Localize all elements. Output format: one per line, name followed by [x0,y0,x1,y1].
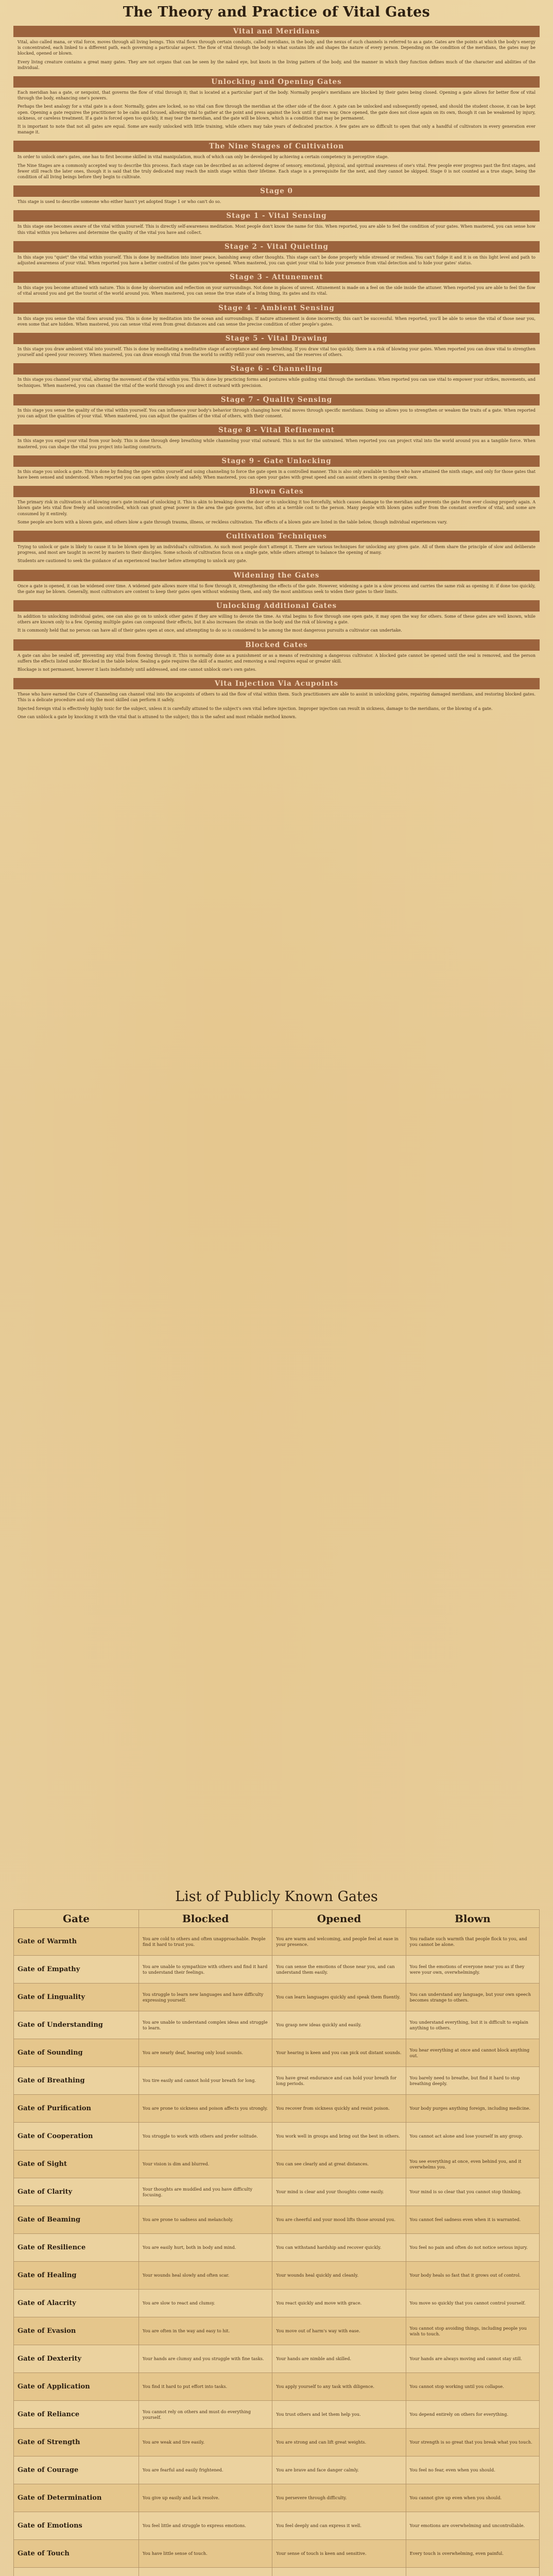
section-heading: Stage 5 - Vital Drawing [13,333,540,344]
table-row [14,2234,540,2262]
table-row [14,1956,540,1984]
section-body [13,283,540,301]
blocked-cell: You are cold to others and often unapproachable. People find it hard to trust you. [139,1928,272,1956]
section-body [13,436,540,454]
gate-name-cell: Gate of Understanding [14,2011,139,2039]
section-heading: Stage 3 - Attunement [13,272,540,283]
section-paragraph: Once a gate is opened, it can be widened over time. A widened gate allows more vital to flow through it, strengthening the effects of the gate. However, widening a gate is a slow process and carries the same risk as opening it: if done too quickly, the gate may be blown. Generally, most cultivators are content to keep their gates open without widening them, and only the most ambitious seek to widen their gates to their limits. [18,583,535,594]
section-heading: Stage 6 - Channeling [13,363,540,375]
blown-cell: You depend entirely on others for everything. [406,2401,539,2429]
section-body [13,252,540,270]
table-row [14,1984,540,2011]
opened-cell: You are warm and welcoming, and people feel at ease in your presence. [272,1928,406,1956]
table-row [14,2456,540,2484]
gate-name-cell: Gate of Dexterity [14,2345,139,2373]
section-heading: Unlocking and Opening Gates [13,76,540,88]
section-heading: Stage 9 - Gate Unlocking [13,455,540,467]
gate-name-cell: Gate of Beaming [14,2206,139,2234]
article-body [13,25,540,1884]
column-header-blown: Blown [406,1910,539,1928]
blown-cell: You understand everything, but it is difficult to explain anything to others. [406,2011,539,2039]
gate-name-cell: Gate of Sight [14,2150,139,2178]
gate-name-cell: Gate of Reliance [14,2401,139,2429]
section-paragraph: These who have earned the Cure of Channeling can channel vital into the acupoints of others to aid the flow of vital within them. Such practitioners are able to assist in unlocking gates, repairing damaged meridians, and restoring blocked gates. This is a delicate procedure and only the most skilled can perform it safely. [18,692,535,703]
section-body [13,612,540,638]
section-paragraph: In this stage you sense the vital flows around you. This is done by meditation into the ocean and surroundings. If nature attunement is done incorrectly, this can't be successful. When reported, you'll be able to sense the vital of those near you, even some that are hidden. When mastered, you can sense vital even from great distances and can sense the precise condition of other people's gates. [18,316,535,327]
table-row [14,2067,540,2095]
table-row [14,2206,540,2234]
opened-cell: You have great endurance and can hold your breath for long periods. [272,2067,406,2095]
section-body [13,197,540,209]
section-heading: Stage 4 - Ambient Sensing [13,302,540,314]
blocked-cell: Your thoughts are muddled and you have difficulty focusing. [139,2178,272,2206]
table-row [14,2039,540,2067]
table-row [14,2290,540,2317]
section-paragraph: Blockage is not permanent, however it lasts indefinitely until addressed, and one cannot unblock one's own gates. [18,667,256,672]
section-paragraph: In order to unlock one's gates, one has to first become skilled in vital manipulation, much of which can only be developed by achieving a certain competency in perceptive stage. [18,155,389,160]
section-heading: Stage 2 - Vital Quieting [13,241,540,252]
gate-name-cell: Gate of Resilience [14,2234,139,2262]
opened-cell: You trust others and let them help you. [272,2401,406,2429]
blown-cell: You cannot act alone and lose yourself in any group. [406,2123,539,2150]
blown-cell: Your mind is so clear that you cannot stop thinking. [406,2178,539,2206]
section-paragraph: In this stage you expel your vital from your body. This is done through deep breathing while channeling your vital outward. This is not for the untrained. When reported you can project vital into the world around you as a tangible force. When mastered, you can shape the vital you project into lasting constructs. [18,438,535,449]
section-heading: Stage 7 - Quality Sensing [13,394,540,405]
blocked-cell: You feel little and struggle to express emotions. [139,2512,272,2540]
table-row [14,2178,540,2206]
gate-name-cell: Gate of Breathing [14,2067,139,2095]
opened-cell: You persevere through difficulty. [272,2484,406,2512]
section-paragraph: It is important to note that not all gates are equal. Some are easily unlocked with little training, while others may take years of dedicated practice. A few gates are so difficult to open that only a handful of cultivators in every generation ever manage it. [18,124,535,135]
blown-cell: Your body purges anything foreign, including medicine. [406,2095,539,2123]
section-paragraph: One can unblock a gate by knocking it with the vital that is attuned to the subject; this is the safest and most reliable method known. [18,714,297,719]
blown-cell: You cannot give up even when you should. [406,2484,539,2512]
table-row [14,2123,540,2150]
table-row [14,2011,540,2039]
blown-cell: Your hands are always moving and cannot stay still. [406,2345,539,2373]
opened-cell: You feel deeply and can express it well. [272,2512,406,2540]
section-body [13,542,540,569]
column-header-opened: Opened [272,1910,406,1928]
opened-cell: You recover from sickness quickly and resist poison. [272,2095,406,2123]
blown-cell: Your body heals so fast that it grows out of control. [406,2262,539,2290]
opened-cell: You can learn languages quickly and speak them fluently. [272,1984,406,2011]
blown-cell: You feel no pain and often do not notice serious injury. [406,2234,539,2262]
table-row [14,2262,540,2290]
table-row [14,2568,540,2576]
blocked-cell: Your vision is dim and blurred. [139,2150,272,2178]
table-row [14,2345,540,2373]
blown-cell: You can understand any language, but your own speech becomes strange to others. [406,1984,539,2011]
section-paragraph: In this stage one becomes aware of the vital within yourself. This is directly self-awareness meditation. Most people don't know the name for this. When reported, you are able to feel the condition of your gates. When mastered, you can sense how this vital within you behaves and determine the quality of the vital you have and collect. [18,224,535,235]
blocked-cell: You are nearly deaf, hearing only loud sounds. [139,2039,272,2067]
blocked-cell: You are often in the way and easy to hit. [139,2317,272,2345]
opened-cell: Your hearing is keen and you can pick out distant sounds. [272,2039,406,2067]
table-row [14,2429,540,2456]
opened-cell: You work well in groups and bring out the best in others. [272,2123,406,2150]
section-body [13,405,540,423]
blocked-cell: You are slow to react and clumsy. [139,2290,272,2317]
blocked-cell: You are prone to sickness and poison affects you strongly. [139,2095,272,2123]
opened-cell: Your wounds heal quickly and cleanly. [272,2262,406,2290]
section-paragraph: Perhaps the best analogy for a vital gate is a door. Normally, gates are locked, so no vital can flow through the meridian at the other side of the door. A gate can be unlocked and subsequently opened, and should the student choose, it can be kept open. Opening a gate requires the practitioner to be calm and focused, allowing vital to gather at the point and press against the lock until it gives way. Once opened, the gate does not close again on its own, though it can be weakened by injury, sickness, or careless treatment. If a gate is forced open too quickly, it may tear the meridian, and the gate will be blown, which is a condition that may be permanent. [18,104,535,121]
opened-cell: Your sense of touch is keen and sensitive. [272,2540,406,2568]
page-title: The Theory and Practice of Vital Gates [123,4,430,20]
section-paragraph: A gate can also be sealed off, preventing any vital from flowing through it. This is normally done as a punishment or as a means of restraining a dangerous cultivator. A blocked gate cannot be opened until the seal is removed, and the person suffers the effects listed under Blocked in the table below. Sealing a gate requires the skill of a master, and removing a seal requires equal or greater skill. [18,653,535,664]
section-paragraph: In this stage you channel your vital, altering the movement of the vital within you. This is done by practicing forms and postures while guiding vital through the meridians. When reported you can use vital to empower your strikes, movements, and techniques. When mastered, you can channel the vital of the world through you and direct it outward with precision. [18,377,535,388]
opened-cell: You grasp new ideas quickly and easily. [272,2011,406,2039]
section-paragraph: In this stage you sense the quality of the vital within yourself. You can influence your body's behavior through changing how vital moves through specific meridians. Doing so allows you to strengthen or weaken the traits of a gate. When reported you can adjust the qualities of your vital. When mastered, you can adjust the qualities of the vital of others, with their consent. [18,408,535,419]
blocked-cell: You give up easily and lack resolve. [139,2484,272,2512]
blocked-cell: Your wounds heal slowly and often scar. [139,2262,272,2290]
section-paragraph: In this stage you "quiet" the vital within yourself. This is done by meditation into inner peace, banishing away other thoughts. This stage can't be done properly while stressed or restless. You can't fudge it and it is on this light level and path to adjusted awareness of your vital. When reported you have a better control of the gates you've opened. When mastered, you can quiet your vital to hide your presence from vital detection and to hide your gates' status. [18,255,535,266]
blown-cell: You feel the emotions of everyone near you as if they were your own, overwhelmingly. [406,1956,539,1984]
column-header-gate: Gate [14,1910,139,1928]
blown-cell: Your strength is so great that you break what you touch. [406,2429,539,2456]
blown-cell: You hear everything at once and cannot block anything out. [406,2039,539,2067]
blocked-cell: You are easily hurt, both in body and mind. [139,2234,272,2262]
section-heading: Unlocking Additional Gates [13,600,540,612]
blown-cell: You cannot stop working until you collapse. [406,2373,539,2401]
blown-cell: You cannot feel sadness even when it is warranted. [406,2206,539,2234]
opened-cell: Your mind is clear and your thoughts come easily. [272,2178,406,2206]
section-paragraph: It is commonly held that no person can have all of their gates open at once, and attempting to do so is considered to be among the most dangerous pursuits a cultivator can undertake. [18,628,402,633]
section-paragraph: In this stage you draw ambient vital into yourself. This is done by meditating a meditative stage of acceptance and deep breathing. If you draw vital too quickly, there is a risk of blowing your gates. When reported you can draw vital to strengthen yourself and speed your recovery. When mastered, you can draw enough vital from the world to swiftly refill your own reserves, and the reserves of others. [18,347,535,358]
section-body [13,88,540,140]
gate-name-cell: Gate of Emotions [14,2512,139,2540]
blown-cell: You radiate such warmth that people flock to you, and you cannot be alone. [406,1928,539,1956]
section-heading: Vita Injection Via Acupoints [13,678,540,689]
section-heading: Blown Gates [13,486,540,497]
table-row [14,2401,540,2429]
section-body [13,37,540,75]
table-row [14,2317,540,2345]
table-row [14,2095,540,2123]
section-heading: Cultivation Techniques [13,531,540,542]
blown-cell: You see everything at once, even behind you, and it overwhelms you. [406,2150,539,2178]
section-heading: Stage 1 - Vital Sensing [13,210,540,222]
opened-cell: You can see clearly and at great distances. [272,2150,406,2178]
section-heading: Blocked Gates [13,639,540,651]
opened-cell: You are strong and can lift great weights. [272,2429,406,2456]
gate-name-cell: Gate of Clarity [14,2178,139,2206]
blown-cell: You barely need to breathe, but find it hard to stop breathing deeply. [406,2067,539,2095]
blown-cell [406,2568,539,2576]
section-heading: Stage 8 - Vital Refinement [13,425,540,436]
opened-cell: You are brave and face danger calmly. [272,2456,406,2484]
blocked-cell: You cannot rely on others and must do everything yourself. [139,2401,272,2429]
section-body [13,651,540,677]
section-body [13,375,540,393]
gate-name-cell: Gate of Alacrity [14,2290,139,2317]
section-paragraph: In this stage you unlock a gate. This is done by finding the gate within yourself and using channeling to force the gate open in a controlled manner. This is also only available to those who have attained the ninth stage, and only for those gates that have been sensed and understood. When reported you can open gates slowly and safely. When mastered, you can open your gates with great speed and can assist others in opening their own. [18,469,535,480]
gate-name-cell: Gate of Healing [14,2262,139,2290]
opened-cell: You move out of harm's way with ease. [272,2317,406,2345]
blown-cell: You cannot stop avoiding things, including people you wish to touch. [406,2317,539,2345]
table-row [14,2512,540,2540]
blocked-cell: You are unable to sympathize with others and find it hard to understand their feelings. [139,1956,272,1984]
blown-cell: You feel no fear, even when you should. [406,2456,539,2484]
section-heading: Vital and Meridians [13,26,540,37]
gate-name-cell [14,2568,139,2576]
section-paragraph: Injected foreign vital is effectively highly toxic for the subject, unless it is carefully attuned to the subject's own vital before injection. Improper injection can result in sickness, damage to the meridians, or the blowing of a gate. [18,706,493,711]
opened-cell [272,2568,406,2576]
table-row [14,2150,540,2178]
gate-name-cell: Gate of Touch [14,2540,139,2568]
blocked-cell: You are unable to understand complex ideas and struggle to learn. [139,2011,272,2039]
section-paragraph: Each meridian has a gate, or nexpoint, that governs the flow of vital through it; that is located at a particular part of the body. Normally people's meridians are blocked by their gates being closed. Opening a gate allows for better flow of vital through the body, enhancing one's powers. [18,90,535,101]
section-body [13,314,540,332]
section-heading: Widening the Gates [13,570,540,581]
section-paragraph: The Nine Stages are a commonly accepted way to describe this process. Each stage can be described as an achieved degree of sensory, emotional, physical, and spiritual awareness of one's vital. Few people ever progress past the first stages, and fewer still reach the later ones, though it is said that the truly dedicated may reach the ninth stage within their lifetime. Each stage is a prerequisite for the next, and they cannot be skipped. Stage 0 is not counted as a true stage, being the condition of all living beings before they begin to cultivate. [18,163,535,180]
blown-cell: You move so quickly that you cannot control yourself. [406,2290,539,2317]
gate-table [13,1909,540,2576]
blocked-cell [139,2568,272,2576]
opened-cell: Your hands are nimble and skilled. [272,2345,406,2373]
section-body [13,497,540,530]
section-paragraph: In addition to unlocking individual gates, one can also go on to unlock other gates if they are willing to devote the time. As vital begins to flow through one open gate, it may open the way for others. Some of these gates are well known, while others are known only to a few. Opening multiple gates can compound their effects, but it also increases the strain on the body and the risk of blowing a gate. [18,614,535,625]
gate-name-cell: Gate of Cooperation [14,2123,139,2150]
section-paragraph: The primary risk in cultivation is of blowing one's gate instead of unlocking it. This is akin to breaking down the door or to unlocking it too forcefully, which causes damage to the meridian and prevents the gate from ever closing properly again. A blown gate lets vital flow freely and uncontrolled, which can grant great power in the area the gate governs, but often at a terrible cost to the person. Many people with blown gates suffer from the constant overflow of vital, and some are consumed by it entirely. [18,500,535,516]
section-body [13,152,540,184]
section-paragraph: Every living creature contains a great many gates. They are not organs that can be seen by the naked eye, but knots in the living pattern of the body, and the manner in which they function defines much of the character and abilities of the individual. [18,59,535,70]
blown-cell: Your emotions are overwhelming and uncontrollable. [406,2512,539,2540]
gate-name-cell: Gate of Linguality [14,1984,139,2011]
table-title: List of Publicly Known Gates [175,1889,378,1905]
gate-name-cell: Gate of Courage [14,2456,139,2484]
section-paragraph: Trying to unlock or gate is likely to cause it to be blown open by an individual's cultivation. As such most people don't attempt it. There are various techniques for unlocking any given gate. All of them share the principle of slow and deliberate progress, and most are taught in secret by masters to their disciples. Some schools of cultivation focus on a single gate, while others attempt to balance the opening of many. [18,544,535,555]
section-paragraph: Some people are born with a blown gate, and others blow a gate through trauma, illness, or reckless cultivation. The effects of a blown gate are listed in the table below, though individual experiences vary. [18,519,447,524]
blocked-cell: You are prone to sadness and melancholy. [139,2206,272,2234]
section-body [13,222,540,240]
table-row [14,2484,540,2512]
section-body [13,344,540,362]
gate-name-cell: Gate of Strength [14,2429,139,2456]
section-body [13,467,540,485]
section-body [13,689,540,724]
blocked-cell: You struggle to learn new languages and have difficulty expressing yourself. [139,1984,272,2011]
blocked-cell: You tire easily and cannot hold your breath for long. [139,2067,272,2095]
opened-cell: You react quickly and move with grace. [272,2290,406,2317]
opened-cell: You are cheerful and your mood lifts those around you. [272,2206,406,2234]
table-row [14,2373,540,2401]
gate-name-cell: Gate of Purification [14,2095,139,2123]
blocked-cell: You have little sense of touch. [139,2540,272,2568]
table-row [14,1928,540,1956]
opened-cell: You apply yourself to any task with diligence. [272,2373,406,2401]
section-paragraph: Students are cautioned to seek the guidance of an experienced teacher before attempting to unlock any gate. [18,558,247,564]
section-body [13,581,540,599]
blown-cell: Every touch is overwhelming, even painful. [406,2540,539,2568]
table-row [14,2540,540,2568]
gate-name-cell: Gate of Sounding [14,2039,139,2067]
blocked-cell: You are weak and tire easily. [139,2429,272,2456]
gate-name-cell: Gate of Empathy [14,1956,139,1984]
blocked-cell: You find it hard to put effort into tasks. [139,2373,272,2401]
blocked-cell: Your hands are clumsy and you struggle with fine tasks. [139,2345,272,2373]
blocked-cell: You struggle to work with others and prefer solitude. [139,2123,272,2150]
column-header-blocked: Blocked [139,1910,272,1928]
blocked-cell: You are fearful and easily frightened. [139,2456,272,2484]
opened-cell: You can withstand hardship and recover quickly. [272,2234,406,2262]
opened-cell: You can sense the emotions of those near you, and can understand them easily. [272,1956,406,1984]
gate-name-cell: Gate of Application [14,2373,139,2401]
gate-name-cell: Gate of Warmth [14,1928,139,1956]
gate-name-cell: Gate of Determination [14,2484,139,2512]
table-header-row [14,1910,540,1928]
section-paragraph: Vital, also called mana, or vital force, moves through all living beings. This vital flows through certain conduits, called meridians, in the body, and the nexus of such channels is referred to as a gate. Gates are the points at which the body's energy is concentrated, each linked to a different path, each governing a particular aspect. The flow of vital through the body is what sustains life and shapes the nature of every person. Depending on the condition of the meridians, the gates may be blocked, opened or blown. [18,40,535,56]
section-heading: The Nine Stages of Cultivation [13,141,540,152]
gate-name-cell: Gate of Evasion [14,2317,139,2345]
section-paragraph: This stage is used to describe someone who either hasn't yet adopted Stage 1 or who can't do so. [18,199,221,205]
section-heading: Stage 0 [13,185,540,197]
section-paragraph: In this stage you become attuned with nature. This is done by observation and reflection on your surroundings. Not done in places of unrest. Attunement is made on a feel on the side inside the attuner. When reported you are able to feel the flow of vital around you and get the tourist of the world around you. When mastered, you can sense the true state of a living thing, its gates and its vital. [18,285,535,296]
